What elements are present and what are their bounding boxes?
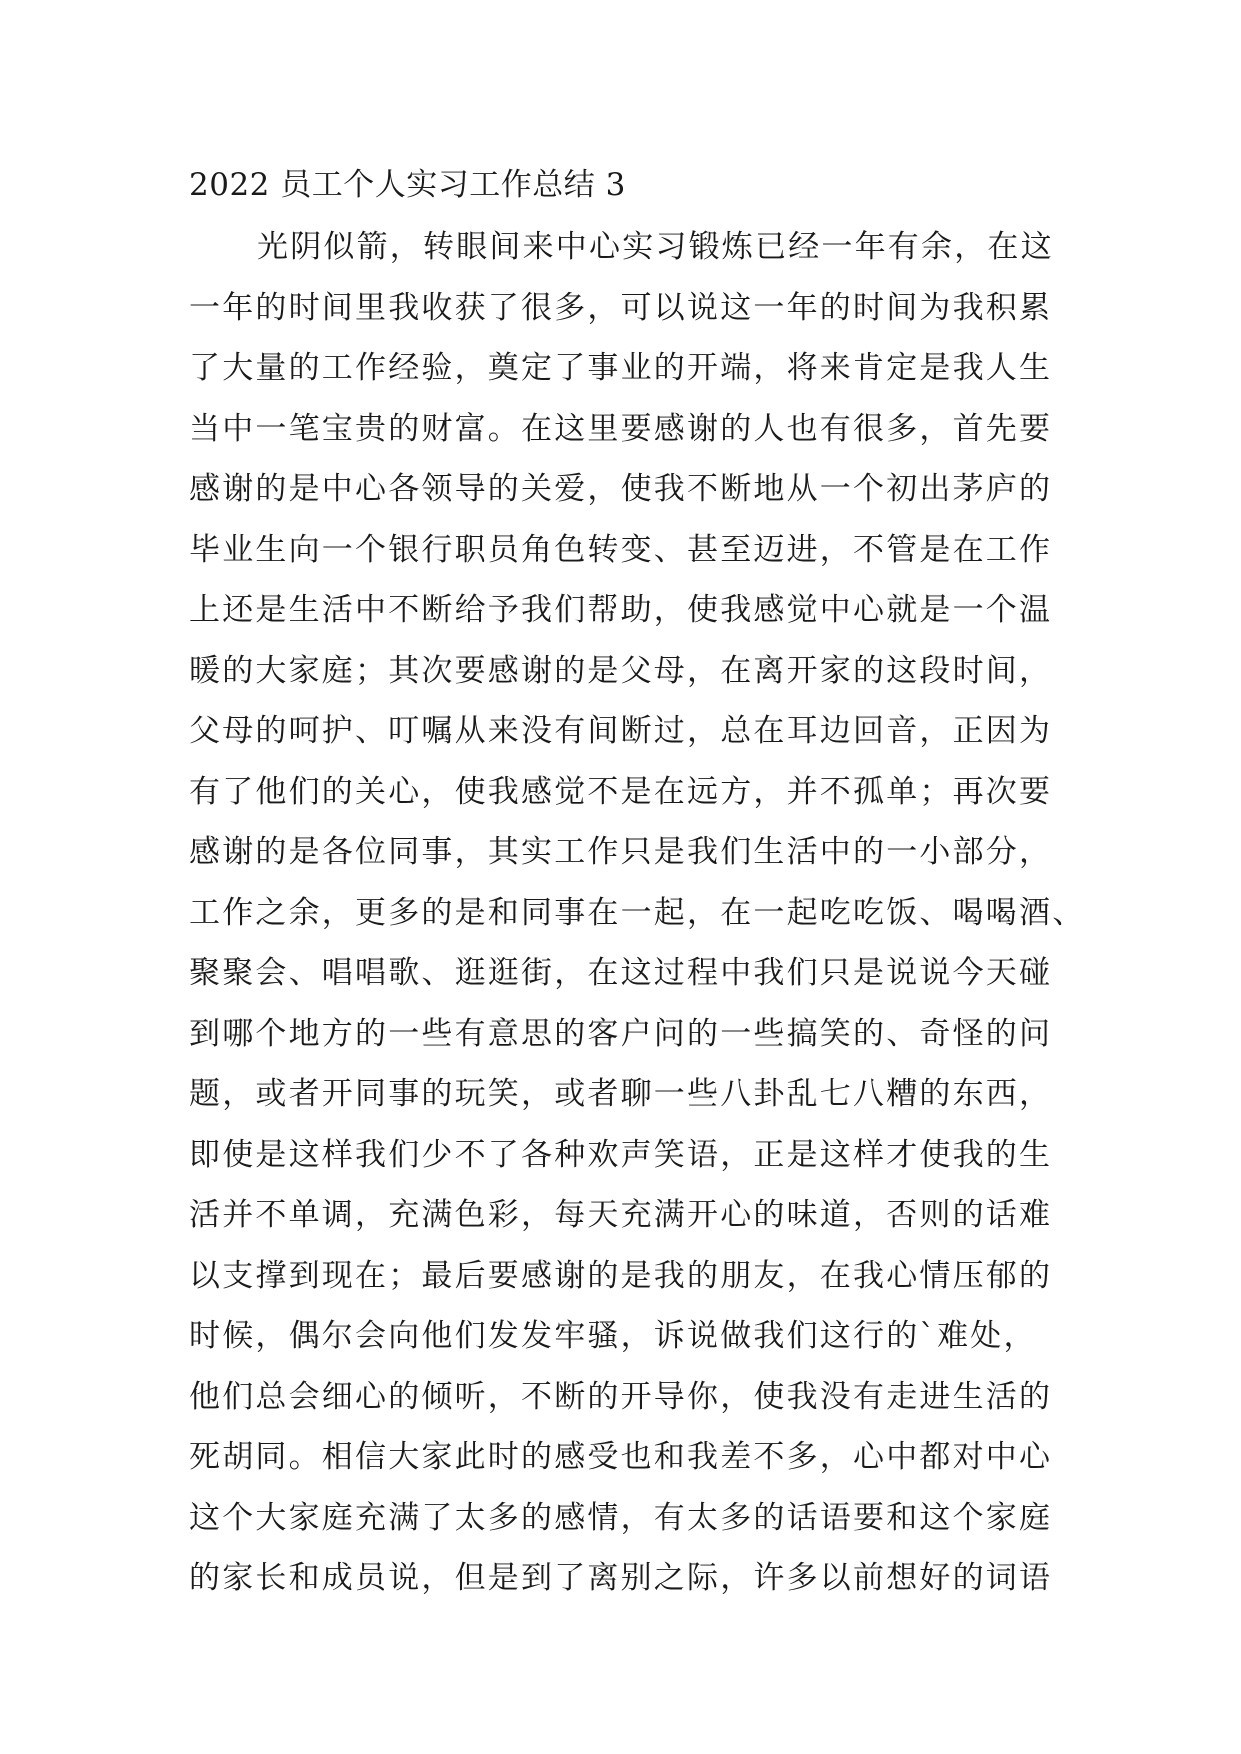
text-line: 工作之余，更多的是和同事在一起，在一起吃吃饭、喝喝酒、 xyxy=(189,894,1086,931)
text-line: 即使是这样我们少不了各种欢声笑语，正是这样才使我的生 xyxy=(189,1136,1053,1173)
text-line: 活并不单调，充满色彩，每天充满开心的味道，否则的话难 xyxy=(189,1197,1053,1233)
text-line: 他们总会细心的倾听，不断的开导你，使我没有走进生活的 xyxy=(189,1378,1053,1415)
text-line: 感谢的是各位同事，其实工作只是我们生活中的一小部分， xyxy=(189,834,1053,870)
text-line: 暖的大家庭；其次要感谢的是父母，在离开家的这段时间， xyxy=(189,652,1053,689)
body-paragraph xyxy=(189,217,1086,1609)
text-line: 死胡同。相信大家此时的感受也和我差不多，心中都对中心 xyxy=(189,1439,1053,1475)
text-line: 感谢的是中心各领导的关爱，使我不断地从一个初出茅庐的 xyxy=(189,471,1053,507)
text-line: 了大量的工作经验，奠定了事业的开端，将来肯定是我人生 xyxy=(189,350,1053,386)
text-line: 这个大家庭充满了太多的感情，有太多的话语要和这个家庭 xyxy=(189,1499,1053,1536)
document-title: 2022 员工个人实习工作总结 3 xyxy=(189,167,626,203)
text-line: 到哪个地方的一些有意思的客户问的一些搞笑的、奇怪的问 xyxy=(189,1015,1053,1052)
text-line: 当中一笔宝贵的财富。在这里要感谢的人也有很多，首先要 xyxy=(189,410,1053,447)
text-line: 上还是生活中不断给予我们帮助，使我感觉中心就是一个温 xyxy=(189,592,1053,628)
text-line: 毕业生向一个银行职员角色转变、甚至迈进，不管是在工作 xyxy=(189,531,1053,568)
text-line: 有了他们的关心，使我感觉不是在远方，并不孤单；再次要 xyxy=(189,773,1053,810)
text-line: 聚聚会、唱唱歌、逛逛街，在这过程中我们只是说说今天碰 xyxy=(189,955,1053,991)
text-line: 一年的时间里我收获了很多，可以说这一年的时间为我积累 xyxy=(189,289,1053,326)
text-line: 以支撑到现在；最后要感谢的是我的朋友，在我心情压郁的 xyxy=(189,1257,1053,1294)
text-line: 的家长和成员说，但是到了离别之际，许多以前想好的词语 xyxy=(189,1560,1053,1596)
text-line: 时候，偶尔会向他们发发牢骚，诉说做我们这行的`难处， xyxy=(189,1318,1037,1354)
text-line: 光阴似箭，转眼间来中心实习锻炼已经一年有余，在这 xyxy=(257,229,1054,265)
text-line: 题，或者开同事的玩笑，或者聊一些八卦乱七八糟的东西， xyxy=(189,1076,1053,1112)
text-line: 父母的呵护、叮嘱从来没有间断过，总在耳边回音，正因为 xyxy=(189,713,1053,749)
